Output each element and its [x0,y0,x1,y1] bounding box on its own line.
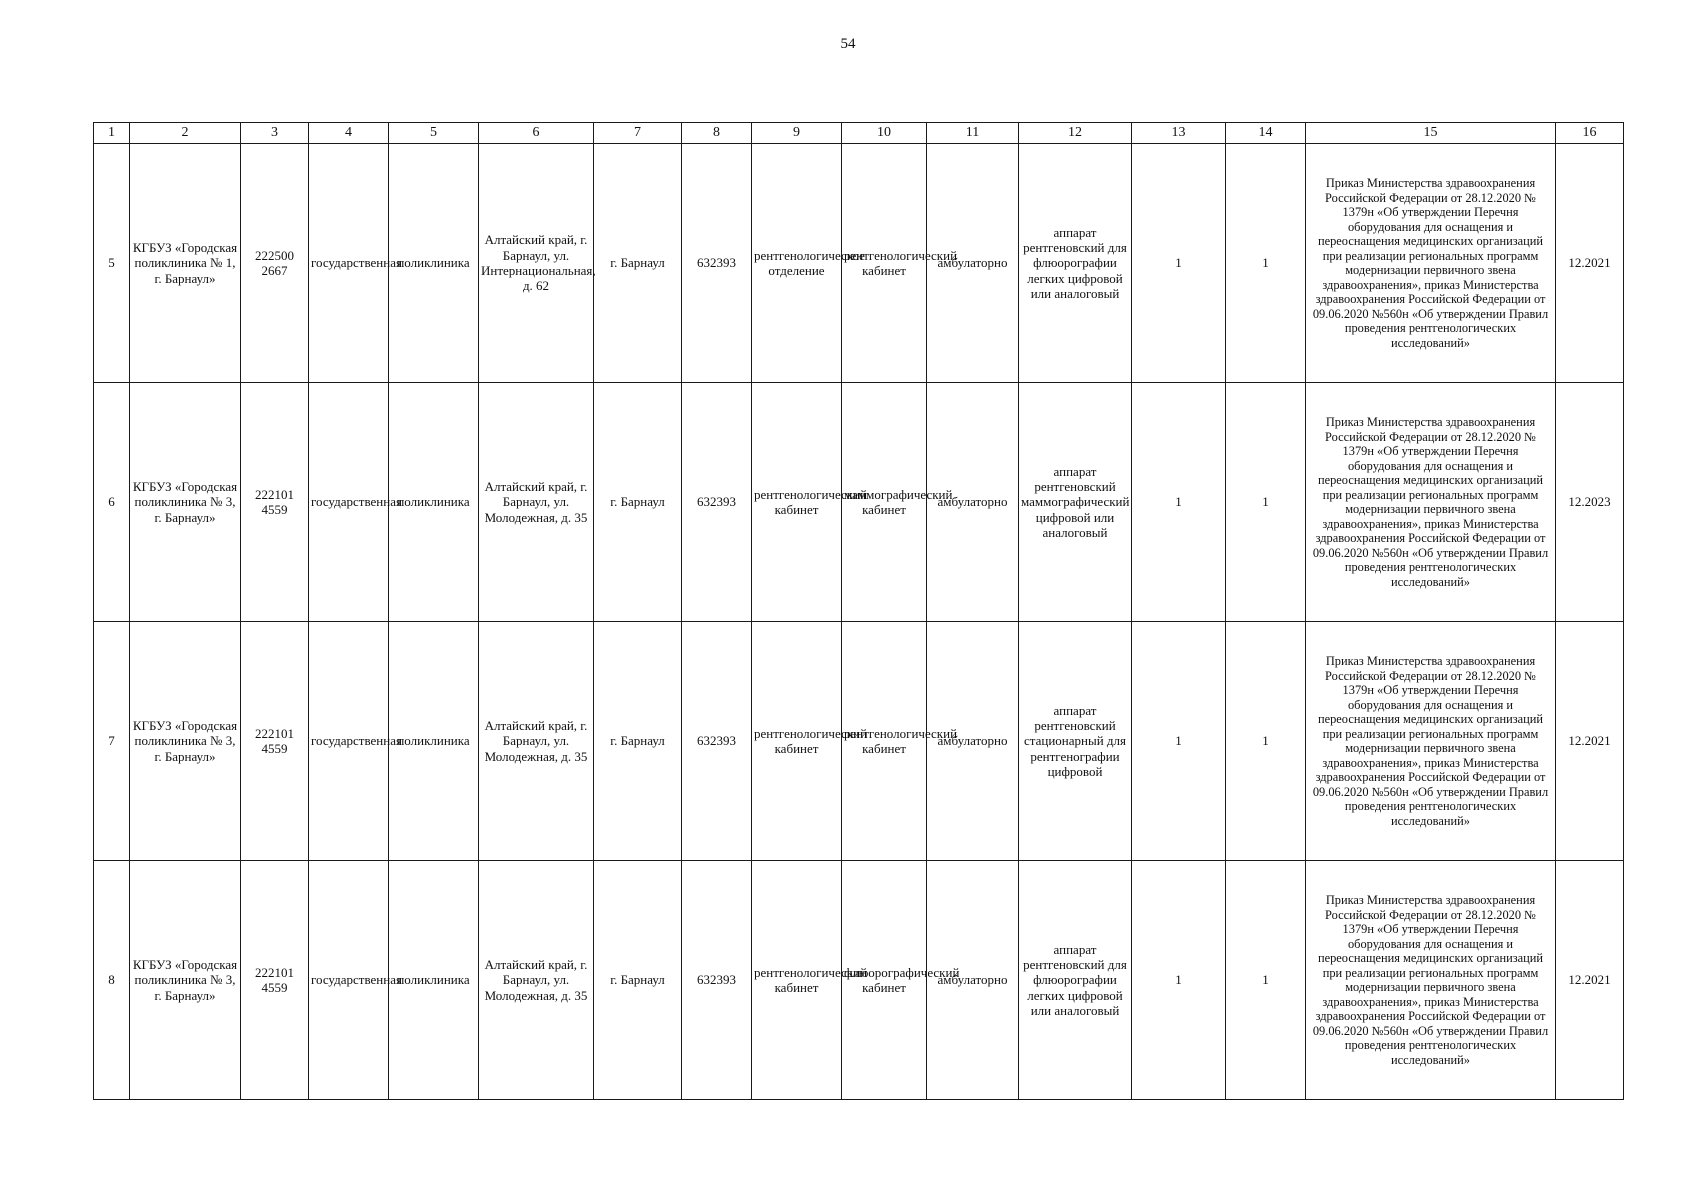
table-header [94,123,1624,144]
column-header: 7 [594,123,682,144]
due-date: 12.2021 [1556,622,1624,861]
column-header: 10 [842,123,927,144]
legal-basis: Приказ Министерства здравоохранения Российской Федерации от 28.12.2020 № 1379н «Об утверждении Перечня оборудования для оснащения и переоснащения медицинских организаций при реализации региональных программ модернизации первичного звена здравоохранения», приказ Министерства здравоохранения Российской Федерации от 09.06.2020 №560н «Об утверждении Правил проведения рентгенологических исследований» [1306,861,1556,1100]
postal-index: 632393 [682,383,752,622]
column-header: 15 [1306,123,1556,144]
facility-address: Алтайский край, г. Барнаул, ул. Молодежная, д. 35 [479,622,594,861]
organization-name: КГБУЗ «Городская поликлиника № 3, г. Барнаул» [130,622,241,861]
equipment: аппарат рентгеновский для флюорографии легких цифровой или аналоговый [1019,144,1132,383]
ownership-form: государственная [309,383,389,622]
column-header: 2 [130,123,241,144]
room: флюорографический кабинет [842,861,927,1100]
due-date: 12.2023 [1556,383,1624,622]
department: рентгенологический кабинет [752,383,842,622]
column-header: 16 [1556,123,1624,144]
column-header: 9 [752,123,842,144]
quantity-2: 1 [1226,144,1306,383]
due-date: 12.2021 [1556,861,1624,1100]
department: рентгенологический кабинет [752,622,842,861]
quantity-2: 1 [1226,861,1306,1100]
ownership-form: государственная [309,622,389,861]
quantity-1: 1 [1132,144,1226,383]
facility-address: Алтайский край, г. Барнаул, ул. Интернациональная, д. 62 [479,144,594,383]
facility-address: Алтайский край, г. Барнаул, ул. Молодежная, д. 35 [479,861,594,1100]
row-number: 6 [94,383,130,622]
room: рентгенологический кабинет [842,144,927,383]
facility-address: Алтайский край, г. Барнаул, ул. Молодежная, д. 35 [479,383,594,622]
table-body [94,144,1624,1100]
city: г. Барнаул [594,383,682,622]
organization-code: 222101 4559 [241,861,309,1100]
column-header: 14 [1226,123,1306,144]
table-row [94,144,1624,383]
column-header: 4 [309,123,389,144]
organization-name: КГБУЗ «Городская поликлиника № 3, г. Барнаул» [130,861,241,1100]
room: маммографический кабинет [842,383,927,622]
care-mode: амбулаторно [927,144,1019,383]
care-mode: амбулаторно [927,622,1019,861]
column-header: 3 [241,123,309,144]
column-header: 1 [94,123,130,144]
equipment: аппарат рентгеновский стационарный для рентгенографии цифровой [1019,622,1132,861]
ownership-form: государственная [309,861,389,1100]
column-header: 12 [1019,123,1132,144]
column-header: 6 [479,123,594,144]
facility-type: поликлиника [389,622,479,861]
legal-basis: Приказ Министерства здравоохранения Российской Федерации от 28.12.2020 № 1379н «Об утверждении Перечня оборудования для оснащения и переоснащения медицинских организаций при реализации региональных программ модернизации первичного звена здравоохранения», приказ Министерства здравоохранения Российской Федерации от 09.06.2020 №560н «Об утверждении Правил проведения рентгенологических исследований» [1306,622,1556,861]
quantity-2: 1 [1226,383,1306,622]
quantity-1: 1 [1132,383,1226,622]
facility-type: поликлиника [389,383,479,622]
room: рентгенологический кабинет [842,622,927,861]
city: г. Барнаул [594,861,682,1100]
department: рентгенологический кабинет [752,861,842,1100]
column-header: 8 [682,123,752,144]
column-header: 13 [1132,123,1226,144]
organization-code: 222101 4559 [241,622,309,861]
equipment: аппарат рентгеновский для флюорографии легких цифровой или аналоговый [1019,861,1132,1100]
care-mode: амбулаторно [927,383,1019,622]
quantity-1: 1 [1132,861,1226,1100]
due-date: 12.2021 [1556,144,1624,383]
city: г. Барнаул [594,622,682,861]
organization-name: КГБУЗ «Городская поликлиника № 3, г. Барнаул» [130,383,241,622]
quantity-1: 1 [1132,622,1226,861]
equipment-table [93,122,1624,1100]
row-number: 8 [94,861,130,1100]
organization-code: 222101 4559 [241,383,309,622]
column-header: 11 [927,123,1019,144]
postal-index: 632393 [682,861,752,1100]
ownership-form: государственная [309,144,389,383]
facility-type: поликлиника [389,144,479,383]
organization-code: 222500 2667 [241,144,309,383]
postal-index: 632393 [682,144,752,383]
facility-type: поликлиника [389,861,479,1100]
quantity-2: 1 [1226,622,1306,861]
column-header: 5 [389,123,479,144]
city: г. Барнаул [594,144,682,383]
table-row [94,383,1624,622]
care-mode: амбулаторно [927,861,1019,1100]
row-number: 7 [94,622,130,861]
postal-index: 632393 [682,622,752,861]
department: рентгенологическое отделение [752,144,842,383]
header-row [94,123,1624,144]
table-row [94,861,1624,1100]
row-number: 5 [94,144,130,383]
legal-basis: Приказ Министерства здравоохранения Российской Федерации от 28.12.2020 № 1379н «Об утверждении Перечня оборудования для оснащения и переоснащения медицинских организаций при реализации региональных программ модернизации первичного звена здравоохранения», приказ Министерства здравоохранения Российской Федерации от 09.06.2020 №560н «Об утверждении Правил проведения рентгенологических исследований» [1306,383,1556,622]
equipment: аппарат рентгеновский маммографический цифровой или аналоговый [1019,383,1132,622]
legal-basis: Приказ Министерства здравоохранения Российской Федерации от 28.12.2020 № 1379н «Об утверждении Перечня оборудования для оснащения и переоснащения медицинских организаций при реализации региональных программ модернизации первичного звена здравоохранения», приказ Министерства здравоохранения Российской Федерации от 09.06.2020 №560н «Об утверждении Правил проведения рентгенологических исследований» [1306,144,1556,383]
page-number: 54 [840,36,856,52]
table-row [94,622,1624,861]
organization-name: КГБУЗ «Городская поликлиника № 1, г. Барнаул» [130,144,241,383]
